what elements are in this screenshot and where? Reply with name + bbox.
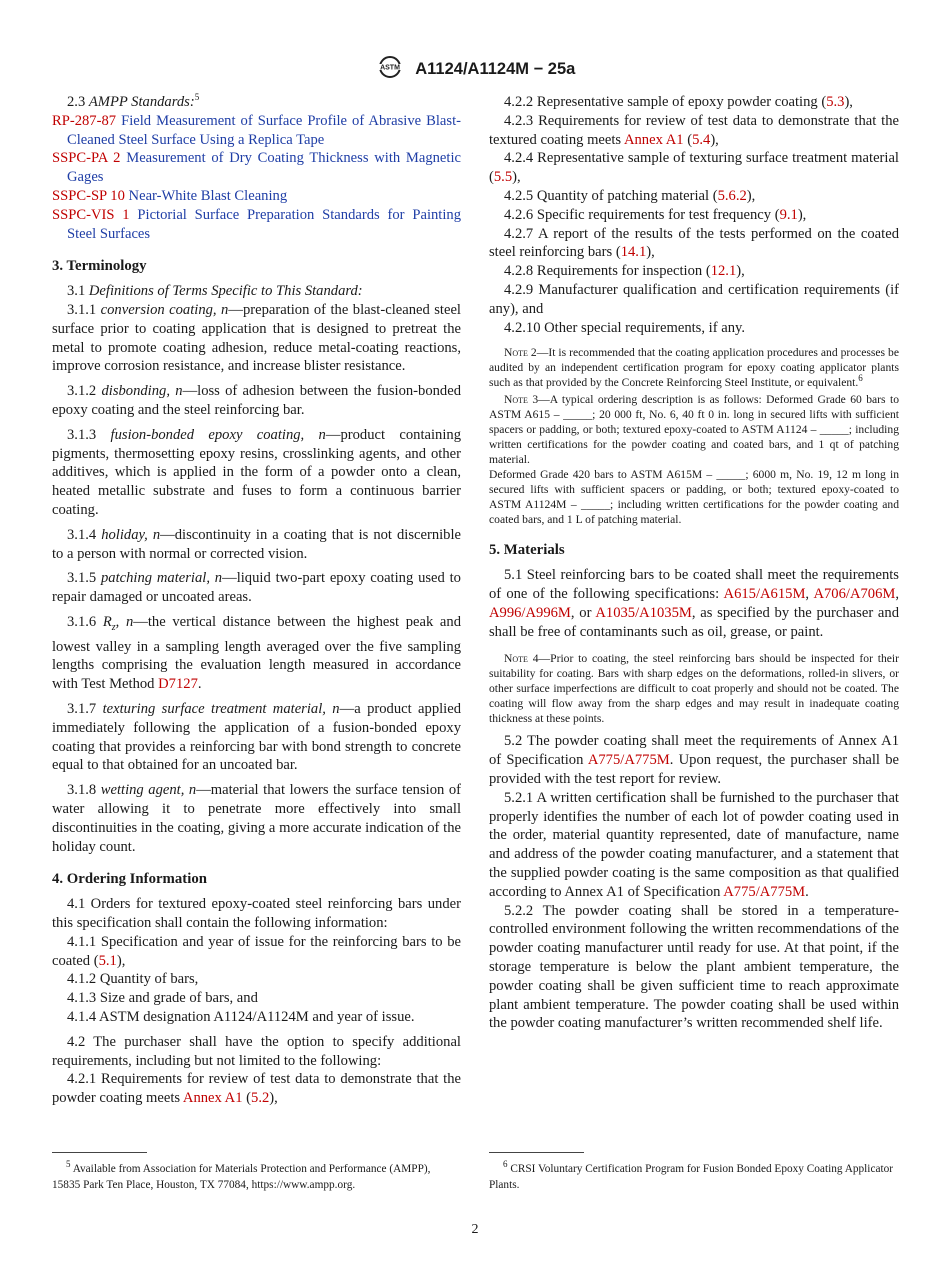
note-2: Note 2—It is recommended that the coating application procedures and processes be audited by an independent certification program for epoxy coating applicator plants such as that provided by the Concrete Reinforcing Steel Institute, or equivalent.$^6$ <box>489 346 899 390</box>
page-number: 2 <box>471 1222 479 1237</box>
link-annex-a1-b[interactable]: Annex A1 <box>623 131 684 148</box>
link-9-1[interactable]: 9.1 <box>779 206 798 223</box>
section-4-heading: 4. Ordering Information <box>52 871 207 888</box>
ref-sspc-vis1[interactable]: SSPC-VIS 1 Pictorial Surface Preparation Standards for Painting Steel Surfaces <box>52 206 461 242</box>
section-5-heading: 5. Materials <box>489 542 565 559</box>
footnote-rule-right <box>489 1152 584 1153</box>
left-column <box>52 93 461 1108</box>
link-a615[interactable]: A615/A615M <box>723 585 806 602</box>
section-2-3: 2.3 AMPP Standards:$^5$ <box>67 92 200 110</box>
para-3-1-2: 3.1.2 disbonding, n—loss of adhesion between the fusion-bonded epoxy coating and the steel reinforcing bar. <box>52 383 461 418</box>
para-4-1-2: 4.1.2 Quantity of bars, <box>67 971 199 988</box>
para-4-2-2: 4.2.2 Representative sample of epoxy powder coating (5.3), <box>504 94 853 110</box>
link-5-5[interactable]: 5.5 <box>493 169 513 186</box>
ref-rp-287[interactable]: RP-287-87 Field Measurement of Surface Profile of Abrasive Blast-Cleaned Steel Surface Using a Replica Tape <box>52 112 461 148</box>
para-4-2-4: 4.2.4 Representative sample of texturing surface treatment material (5.5), <box>489 150 899 186</box>
footnote-6: $^6$ CRSI Voluntary Certification Program for Fusion Bonded Epoxy Coating Applicator Plants. <box>489 1159 894 1191</box>
link-a996[interactable]: A996/A996M <box>489 604 571 621</box>
para-5-1: 5.1 Steel reinforcing bars to be coated shall meet the requirements of one of the following specifications: A615/A615M, A706/A706M, A996/A996M, or A1035/A1035M, as specified by the purchaser and shall be free of contaminants such as oil, grease, or paint. <box>489 567 899 640</box>
para-3-1-4: 3.1.4 holiday, n—discontinuity in a coating that is not discernible to a person with normal or corrected vision. <box>52 526 462 562</box>
para-4-2-7: 4.2.7 A report of the results of the tests performed on the coated steel reinforcing bars (14.1), <box>489 225 899 261</box>
link-12-1[interactable]: 12.1 <box>710 263 737 280</box>
link-d7127[interactable]: D7127 <box>158 676 198 693</box>
svg-text:ASTM: ASTM <box>379 64 400 72</box>
para-4-2-5: 4.2.5 Quantity of patching material (5.6.2), <box>504 187 756 204</box>
link-a775[interactable]: A775/A775M <box>587 752 670 769</box>
designation: A1124/A1124M − 25a <box>415 60 576 78</box>
para-3-1: 3.1 Definitions of Terms Specific to This Standard: <box>67 283 363 300</box>
para-3-1-8: 3.1.8 wetting agent, n—material that lowers the surface tension of water allowing it to penetrate more effectively into small discontinuities in the coating, giving a more accurate indication of the holiday count. <box>52 782 461 855</box>
footnote-5: $^5$ Available from Association for Materials Protection and Performance (AMPP), 15835 Park Ten Place, Houston, TX 77084, https://www.ampp.org. <box>52 1159 431 1191</box>
ref-sspc-pa2[interactable]: SSPC-PA 2 Measurement of Dry Coating Thickness with Magnetic Gages <box>52 150 461 186</box>
link-5-1[interactable]: 5.1 <box>98 952 117 969</box>
para-3-1-5: 3.1.5 patching material, n—liquid two-part epoxy coating used to repair damaged or uncoated areas. <box>52 570 461 606</box>
para-3-1-6: 3.1.6 $R_z$, n—the vertical distance between the highest peak and lowest valley in a sampling length averaged over the five sampling lengths comprising the evaluation length measured in accordance with Test Method D7127. <box>52 613 461 693</box>
para-4-1-4: 4.1.4 ASTM designation A1124/A1124M and year of issue. <box>67 1008 415 1025</box>
link-5-2[interactable]: 5.2 <box>251 1090 270 1107</box>
para-5-2: 5.2 The powder coating shall meet the requirements of Annex A1 of Specification A775/A775M. Upon request, the purchaser shall be provided with the test report for review. <box>489 733 899 787</box>
note-4: Note 4—Prior to coating, the steel reinforcing bars should be inspected for their suitability for coating. Bars with sharp edges on the deformations, rolled-in slivers, or other surface imperfections are difficult to coat properly and should not be coated. The coating will flow away from the sharp edges and may result in inadequate coating thickness at these points. <box>489 652 900 726</box>
para-4-1-3: 4.1.3 Size and grade of bars, and <box>67 990 258 1007</box>
link-annex-a1[interactable]: Annex A1 <box>182 1090 243 1107</box>
para-3-1-3: 3.1.3 fusion-bonded epoxy coating, n—product containing pigments, thermosetting epoxy resins, crosslinking agents, and other additives, which is applied in the form of a powder onto a clean, heated metallic substrate and fuses to form a continuous barrier coating. <box>52 426 461 518</box>
para-3-1-1: 3.1.1 conversion coating, n—preparation of the blast-cleaned steel surface prior to coating application that is designed to pretreat the metal to promote coating adhesion, reduce metal-coating reactions, improve corrosion resistance, and increase blister resistance. <box>52 301 461 375</box>
footnote-rule-left <box>52 1152 147 1153</box>
para-4-2: 4.2 The purchaser shall have the option to specify additional requirements, including but not limited to the following: <box>52 1033 461 1069</box>
para-5-2-2: 5.2.2 The powder coating shall be stored in a temperature-controlled environment following the written recommendations of the powder coating manufacturer until ready for use. At that point, if the storage temperature is below the plant ambient temperature, the powder coating shall be given sufficient time to reach approximate plant ambient temperature. The powder coating shall be used within the powder coating manufacturer’s written recommended shelf life. <box>489 902 899 1032</box>
note-3-metric: Deformed Grade 420 bars to ASTM A615M – _____; 6000 m, No. 19, 12 m long in secured lifts with sufficient spacers or padding, or both; textured epoxy-coated to ASTM A1124M – _____; including written certifications for the powder coating and coated bars, and 1 L of patching material. <box>489 468 899 527</box>
link-5-6-2[interactable]: 5.6.2 <box>717 187 747 204</box>
para-4-2-9: 4.2.9 Manufacturer qualification and certification requirements (if any), and <box>489 281 899 317</box>
para-4-1-1: 4.1.1 Specification and year of issue for the reinforcing bars to be coated (5.1), <box>52 933 461 969</box>
note-3: Note 3—A typical ordering description is as follows: Deformed Grade 60 bars to ASTM A615 – _____; 20 000 ft, No. 6, 40 ft 0 in. long in secured lifts with sufficient spacers or padding, or both; textured epoxy-coated to ASTM A1124 – _____; including written certifications for the powder coating and coated bars, and 1 qt of patching material. <box>489 393 899 467</box>
section-3-heading: 3. Terminology <box>52 258 147 275</box>
link-a1035[interactable]: A1035/A1035M <box>595 604 692 621</box>
link-14-1[interactable]: 14.1 <box>620 244 647 261</box>
right-column <box>489 93 899 1033</box>
link-a775-b[interactable]: A775/A775M <box>723 883 806 900</box>
para-4-2-10: 4.2.10 Other special requirements, if any. <box>504 319 745 336</box>
para-3-1-7: 3.1.7 texturing surface treatment material, n—a product applied immediately following the application of a fusion-bonded epoxy coating that provides a reinforcing bar with bond strength to concrete equal to that obtained for an uncoated bar. <box>52 701 461 774</box>
para-4-2-8: 4.2.8 Requirements for inspection (12.1), <box>504 263 745 280</box>
link-5-3[interactable]: 5.3 <box>826 94 845 110</box>
para-4-1: 4.1 Orders for textured epoxy-coated steel reinforcing bars under this specification shall contain the following information: <box>52 896 461 931</box>
page-header <box>0 55 950 84</box>
ref-sspc-sp10[interactable]: SSPC-SP 10 Near-White Blast Cleaning <box>52 187 288 204</box>
link-5-4[interactable]: 5.4 <box>692 131 711 148</box>
para-4-2-6: 4.2.6 Specific requirements for test frequency (9.1), <box>504 206 807 223</box>
link-a706[interactable]: A706/A706M <box>813 585 896 602</box>
para-4-2-1: 4.2.1 Requirements for review of test data to demonstrate that the powder coating meets Annex A1 (5.2), <box>52 1071 461 1107</box>
astm-logo-icon <box>375 55 405 84</box>
para-4-2-3: 4.2.3 Requirements for review of test data to demonstrate that the textured coating meets Annex A1 (5.4), <box>489 112 899 148</box>
para-5-2-1: 5.2.1 A written certification shall be furnished to the purchaser that properly identifies the number of each lot of powder coating used in the order, material quantity represented, date of manufacture, name and address of the powder coating manufacturer, and a statement that the supplied powder coating is the same composition as that qualified according to Annex A1 of Specification A775/A775M. <box>489 789 899 900</box>
